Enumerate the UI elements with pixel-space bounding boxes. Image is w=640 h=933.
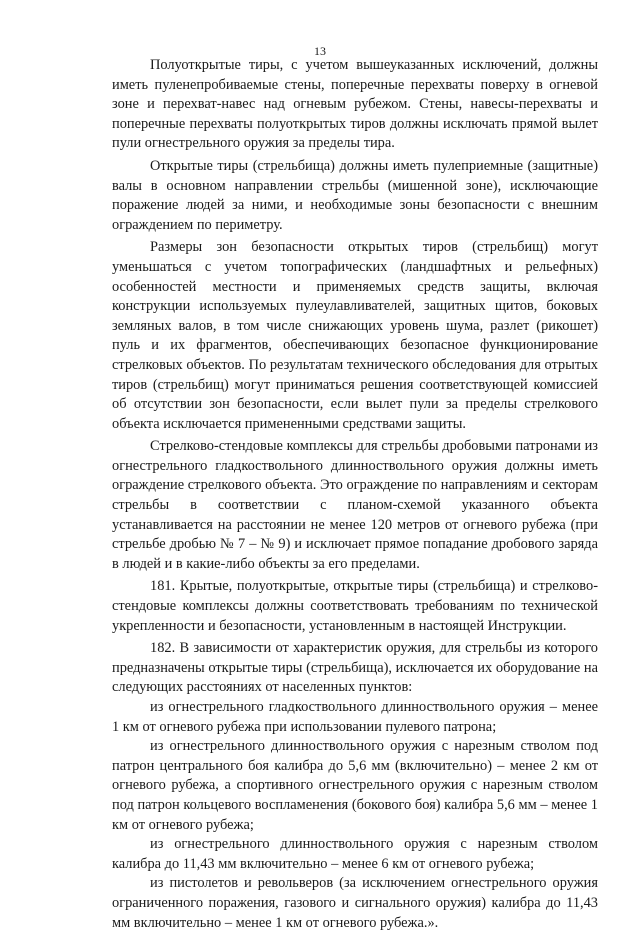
paragraph-item-182: 182. В зависимости от характеристик оружия, для стрельбы из которого предназначены открытые тиры (стрельбища), исключается их оборудование на следующих расстояниях от населенных пунктов: bbox=[112, 640, 598, 696]
paragraph-open-ranges: Открытые тиры (стрельбища) должны иметь пулеприемные (защитные) валы в основном направлении стрельбы (мишенной зоне), исключающие поражение людей за ними, и необходимые зоны безопасности с внешним ограждением по периметру. bbox=[112, 157, 598, 233]
paragraph-shooting-complexes: Стрелково-стендовые комплексы для стрельбы дробовыми патронами из огнестрельного гладкоствольного длинноствольного оружия должны иметь ограждение стрелкового объекта. Это ограждение по направлениям и секторам стрельбы в соответствии с планом-схемой указанного объекта устанавливается на расстоянии не менее 120 метров от огневого рубежа (при стрельбе дробью № 7 – № 9) и исключает прямое попадание дробового заряда в людей и в какие-либо объекты за его пределами. bbox=[112, 438, 598, 572]
list-item-rifled-centerfire: из огнестрельного длинноствольного оружия с нарезным стволом под патрон центрального боя калибра до 5,6 мм (включительно) – менее 2 км от огневого рубежа, а спортивного огнестрельного оружия с нарезным стволом под патрон кольцевого воспламенения (бокового боя) калибра 5,6 мм – менее 1 км от огневого рубежа; bbox=[112, 738, 598, 833]
list-item-rifled-11-43: из огнестрельного длинноствольного оружия с нарезным стволом калибра до 11,43 мм включительно – менее 6 км от огневого рубежа; bbox=[112, 836, 598, 872]
list-item-smoothbore: из огнестрельного гладкоствольного длинноствольного оружия – менее 1 км от огневого рубежа при использовании пулевого патрона; bbox=[112, 699, 598, 735]
paragraph-safety-zones: Размеры зон безопасности открытых тиров (стрельбищ) могут уменьшаться с учетом топографических (ландшафтных и рельефных) особенностей местности и применяемых средств защиты, включая конструкции используемых пулеулавливателей, защитных щитов, боковых земляных валов, в том числе снижающих уровень шума, разлет (рикошет) пуль и их фрагментов, обеспечивающих безопасное функционирование стрелковых объектов. По результатам технического обследования для отрытых тиров (стрельбищ) могут приниматься решения соответствующей комиссией об отсутствии зон безопасности, если вылет пули за пределы стрелкового объекта исключается примененными средствами защиты. bbox=[112, 239, 598, 432]
document-body bbox=[112, 56, 598, 933]
paragraph-item-181: 181. Крытые, полуоткрытые, открытые тиры (стрельбища) и стрелково-стендовые комплексы должны соответствовать требованиям по технической укрепленности и безопасности, установленным в настоящей Инструкции. bbox=[112, 578, 598, 634]
paragraph-semi-open-ranges: Полуоткрытые тиры, с учетом вышеуказанных исключений, должны иметь пуленепробиваемые стены, поперечные перехваты поверху в огневой зоне и перехват-навес над огневым рубежом. Стены, навесы-перехваты и поперечные перехваты полуоткрытых тиров должны исключать прямой вылет пули огнестрельного оружия за пределы тира. bbox=[112, 57, 598, 152]
page-number: 13 bbox=[314, 44, 326, 58]
list-item-pistols-revolvers: из пистолетов и револьверов (за исключением огнестрельного оружия ограниченного поражения, газового и сигнального оружия) калибра до 11,43 мм включительно – менее 1 км от огневого рубежа.». bbox=[112, 875, 598, 931]
